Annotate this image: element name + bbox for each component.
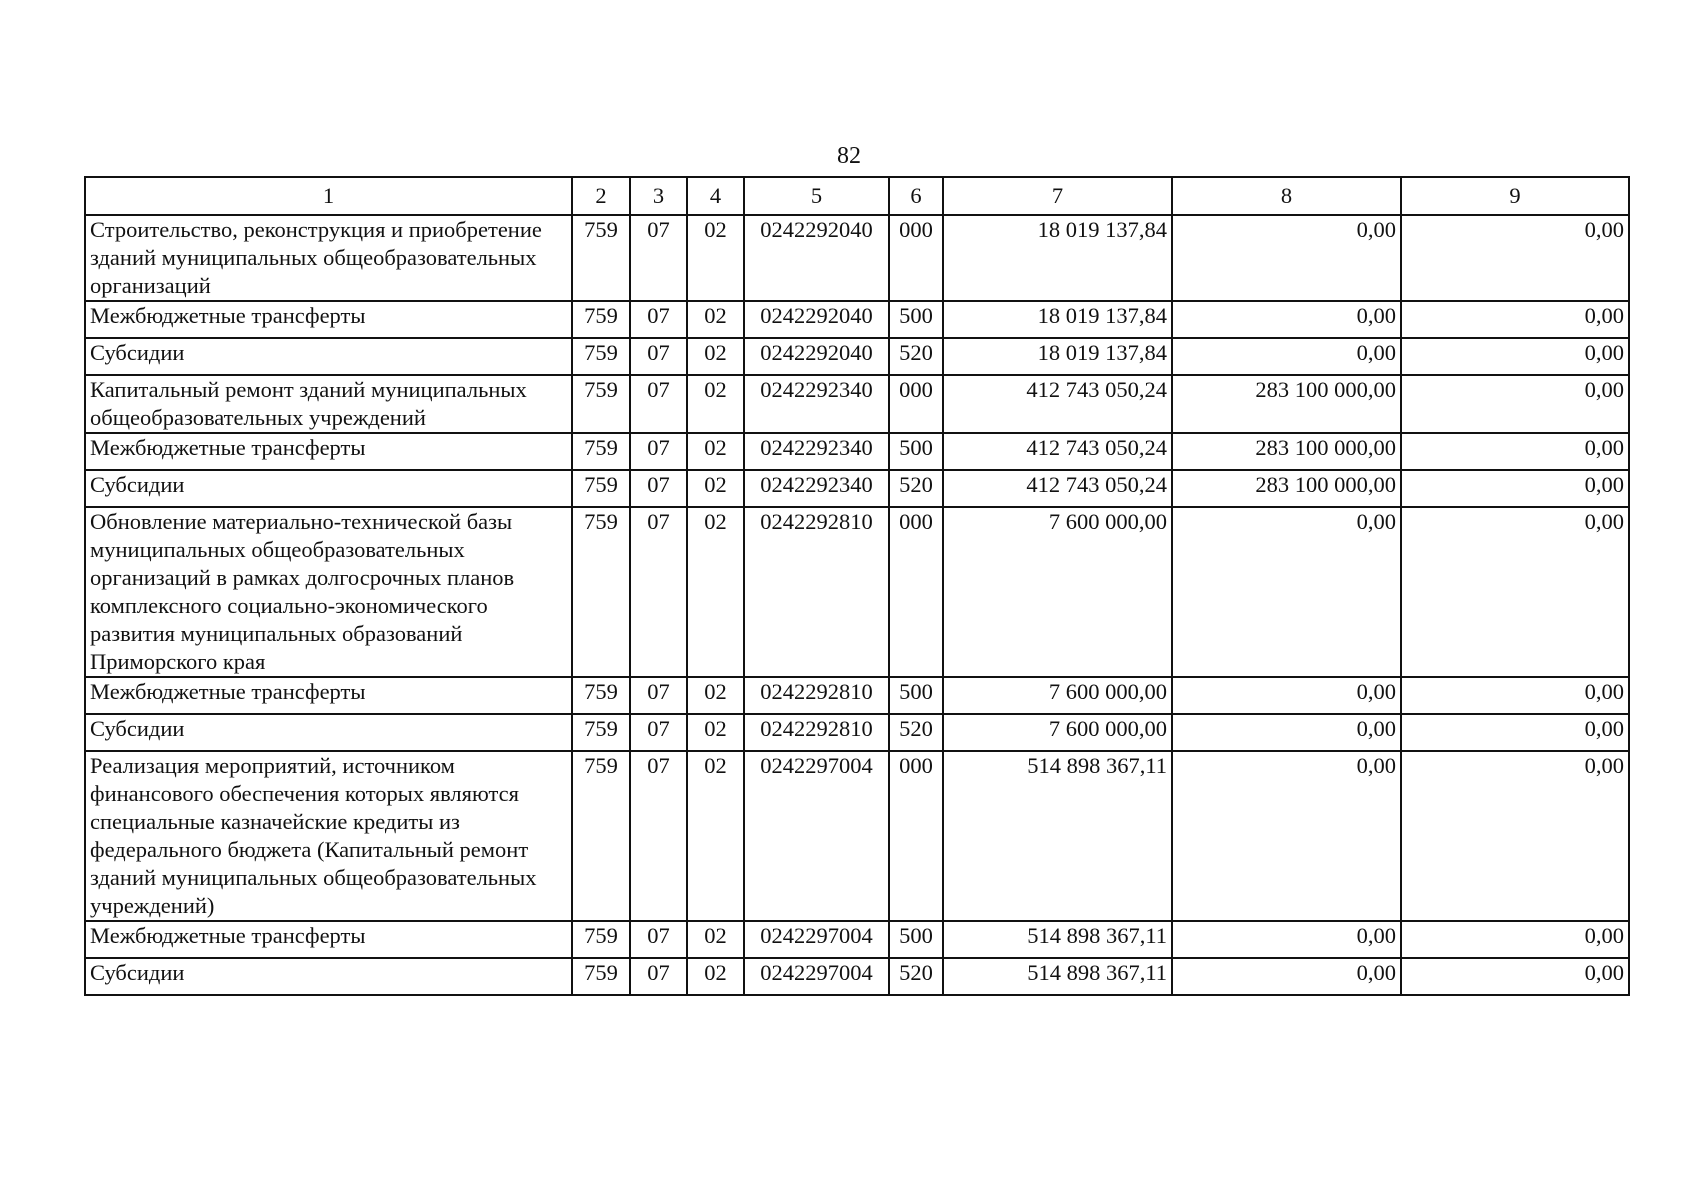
row-name-cell: Межбюджетные трансферты	[85, 677, 572, 714]
amount-cell: 0,00	[1172, 507, 1401, 677]
code-cell: 02	[687, 751, 744, 921]
code-cell: 520	[889, 958, 943, 995]
amount-cell: 412 743 050,24	[943, 433, 1172, 470]
code-cell: 02	[687, 958, 744, 995]
code-cell: 02	[687, 301, 744, 338]
row-name-cell: Субсидии	[85, 714, 572, 751]
table-row	[85, 215, 1629, 301]
code-cell: 0242292340	[744, 375, 889, 433]
table-row	[85, 338, 1629, 375]
amount-cell: 412 743 050,24	[943, 375, 1172, 433]
code-cell: 02	[687, 215, 744, 301]
amount-cell: 0,00	[1401, 338, 1629, 375]
amount-cell: 0,00	[1401, 470, 1629, 507]
code-cell: 520	[889, 470, 943, 507]
amount-cell: 514 898 367,11	[943, 921, 1172, 958]
header-cell: 4	[687, 177, 744, 215]
code-cell: 07	[630, 714, 687, 751]
amount-cell: 0,00	[1172, 677, 1401, 714]
amount-cell: 0,00	[1401, 433, 1629, 470]
header-cell: 2	[572, 177, 630, 215]
table-row	[85, 714, 1629, 751]
code-cell: 759	[572, 921, 630, 958]
amount-cell: 0,00	[1172, 921, 1401, 958]
amount-cell: 0,00	[1401, 921, 1629, 958]
table-row	[85, 921, 1629, 958]
row-name-cell: Обновление материально-технической базы муниципальных общеобразовательных организаций в рамках долгосрочных планов комплексного социально-экономического развития муниципальных образований Приморского края	[85, 507, 572, 677]
code-cell: 520	[889, 338, 943, 375]
code-cell: 07	[630, 751, 687, 921]
amount-cell: 0,00	[1172, 714, 1401, 751]
code-cell: 0242292040	[744, 301, 889, 338]
row-name-cell: Субсидии	[85, 470, 572, 507]
code-cell: 0242292810	[744, 714, 889, 751]
code-cell: 759	[572, 433, 630, 470]
code-cell: 000	[889, 751, 943, 921]
amount-cell: 0,00	[1401, 714, 1629, 751]
row-name-cell: Межбюджетные трансферты	[85, 301, 572, 338]
table-row	[85, 375, 1629, 433]
amount-cell: 18 019 137,84	[943, 215, 1172, 301]
row-name-cell: Капитальный ремонт зданий муниципальных общеобразовательных учреждений	[85, 375, 572, 433]
amount-cell: 0,00	[1401, 375, 1629, 433]
table-row	[85, 301, 1629, 338]
amount-cell: 514 898 367,11	[943, 751, 1172, 921]
amount-cell: 0,00	[1172, 215, 1401, 301]
code-cell: 07	[630, 433, 687, 470]
amount-cell: 0,00	[1172, 958, 1401, 995]
amount-cell: 283 100 000,00	[1172, 433, 1401, 470]
header-cell: 7	[943, 177, 1172, 215]
amount-cell: 18 019 137,84	[943, 301, 1172, 338]
code-cell: 07	[630, 677, 687, 714]
code-cell: 759	[572, 751, 630, 921]
code-cell: 07	[630, 301, 687, 338]
code-cell: 759	[572, 338, 630, 375]
code-cell: 500	[889, 433, 943, 470]
amount-cell: 0,00	[1401, 215, 1629, 301]
code-cell: 02	[687, 470, 744, 507]
header-cell: 6	[889, 177, 943, 215]
code-cell: 07	[630, 470, 687, 507]
code-cell: 520	[889, 714, 943, 751]
code-cell: 07	[630, 958, 687, 995]
amount-cell: 412 743 050,24	[943, 470, 1172, 507]
amount-cell: 0,00	[1172, 338, 1401, 375]
code-cell: 0242292340	[744, 470, 889, 507]
table-row	[85, 677, 1629, 714]
code-cell: 07	[630, 507, 687, 677]
header-cell: 9	[1401, 177, 1629, 215]
header-cell: 8	[1172, 177, 1401, 215]
amount-cell: 0,00	[1401, 751, 1629, 921]
code-cell: 759	[572, 677, 630, 714]
amount-cell: 0,00	[1401, 507, 1629, 677]
table-row	[85, 470, 1629, 507]
code-cell: 02	[687, 677, 744, 714]
code-cell: 0242292040	[744, 338, 889, 375]
row-name-cell: Строительство, реконструкция и приобретение зданий муниципальных общеобразовательных организаций	[85, 215, 572, 301]
table-row	[85, 507, 1629, 677]
code-cell: 759	[572, 375, 630, 433]
code-cell: 07	[630, 338, 687, 375]
code-cell: 07	[630, 215, 687, 301]
table-header-row	[85, 177, 1629, 215]
code-cell: 759	[572, 507, 630, 677]
amount-cell: 0,00	[1172, 301, 1401, 338]
code-cell: 759	[572, 215, 630, 301]
code-cell: 02	[687, 714, 744, 751]
amount-cell: 283 100 000,00	[1172, 470, 1401, 507]
amount-cell: 0,00	[1401, 677, 1629, 714]
code-cell: 0242292040	[744, 215, 889, 301]
amount-cell: 7 600 000,00	[943, 714, 1172, 751]
code-cell: 000	[889, 215, 943, 301]
budget-table	[84, 176, 1630, 996]
amount-cell: 514 898 367,11	[943, 958, 1172, 995]
code-cell: 07	[630, 375, 687, 433]
table-row	[85, 958, 1629, 995]
code-cell: 0242297004	[744, 958, 889, 995]
amount-cell: 0,00	[1401, 958, 1629, 995]
code-cell: 500	[889, 677, 943, 714]
table-row	[85, 433, 1629, 470]
row-name-cell: Субсидии	[85, 338, 572, 375]
row-name-cell: Субсидии	[85, 958, 572, 995]
code-cell: 0242292810	[744, 507, 889, 677]
code-cell: 0242292810	[744, 677, 889, 714]
row-name-cell: Межбюджетные трансферты	[85, 921, 572, 958]
header-cell: 5	[744, 177, 889, 215]
header-cell: 1	[85, 177, 572, 215]
amount-cell: 18 019 137,84	[943, 338, 1172, 375]
code-cell: 02	[687, 338, 744, 375]
row-name-cell: Межбюджетные трансферты	[85, 433, 572, 470]
code-cell: 02	[687, 433, 744, 470]
code-cell: 02	[687, 375, 744, 433]
amount-cell: 283 100 000,00	[1172, 375, 1401, 433]
code-cell: 759	[572, 301, 630, 338]
code-cell: 0242292340	[744, 433, 889, 470]
page-number: 82	[837, 143, 861, 169]
amount-cell: 0,00	[1172, 751, 1401, 921]
code-cell: 07	[630, 921, 687, 958]
code-cell: 500	[889, 301, 943, 338]
row-name-cell: Реализация мероприятий, источником финансового обеспечения которых являются специальные казначейские кредиты из федерального бюджета (Капитальный ремонт зданий муниципальных общеобразовательных учреждений)	[85, 751, 572, 921]
code-cell: 0242297004	[744, 921, 889, 958]
code-cell: 0242297004	[744, 751, 889, 921]
code-cell: 000	[889, 507, 943, 677]
amount-cell: 0,00	[1401, 301, 1629, 338]
code-cell: 500	[889, 921, 943, 958]
code-cell: 759	[572, 714, 630, 751]
code-cell: 759	[572, 958, 630, 995]
header-cell: 3	[630, 177, 687, 215]
table-row	[85, 751, 1629, 921]
code-cell: 000	[889, 375, 943, 433]
amount-cell: 7 600 000,00	[943, 677, 1172, 714]
code-cell: 02	[687, 507, 744, 677]
code-cell: 02	[687, 921, 744, 958]
code-cell: 759	[572, 470, 630, 507]
amount-cell: 7 600 000,00	[943, 507, 1172, 677]
